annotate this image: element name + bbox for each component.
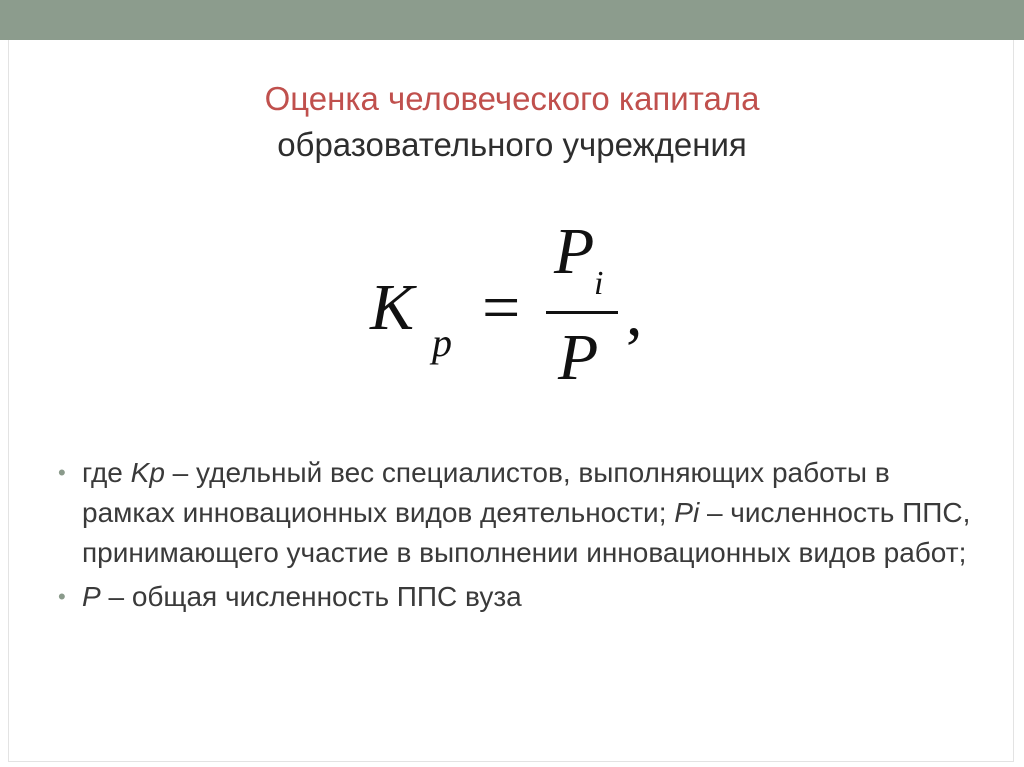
bullet-text: – удельный вес специалистов, выполняющих работы в рамках инновационных видов деятельности;: [82, 457, 890, 528]
formula-equals: =: [482, 269, 521, 345]
formula-denominator: P: [558, 321, 599, 394]
bullet-variable: Kp: [130, 457, 165, 488]
formula-comma: ,: [626, 277, 643, 350]
bullet-text: – общая численность ППС вуза: [100, 581, 522, 612]
title-line-1: Оценка человеческого капитала: [264, 80, 760, 117]
bullet-dot-icon: •: [58, 584, 66, 609]
bullet-variable: Pi: [674, 497, 700, 528]
formula-numerator-main: P: [554, 215, 595, 288]
formula-lhs-subscript: p: [432, 320, 452, 365]
title-line-2: образовательного учреждения: [277, 126, 747, 163]
formula: [370, 215, 660, 400]
formula-fraction-bar: [546, 311, 618, 314]
bullet-item: [58, 453, 988, 573]
bullet-list: [58, 453, 988, 621]
formula-lhs-main: K: [370, 271, 415, 344]
formula-numerator-subscript: i: [594, 265, 604, 302]
top-bar: [0, 0, 1024, 40]
slide-title: [0, 76, 1024, 168]
bullet-item: [58, 577, 988, 617]
bullet-variable: P: [82, 581, 101, 612]
bullet-dot-icon: •: [58, 460, 66, 485]
bullet-text: – численность ППС, принимающего участие в выполнении инновационных видов работ;: [82, 497, 971, 568]
bullet-text: где: [82, 457, 131, 488]
